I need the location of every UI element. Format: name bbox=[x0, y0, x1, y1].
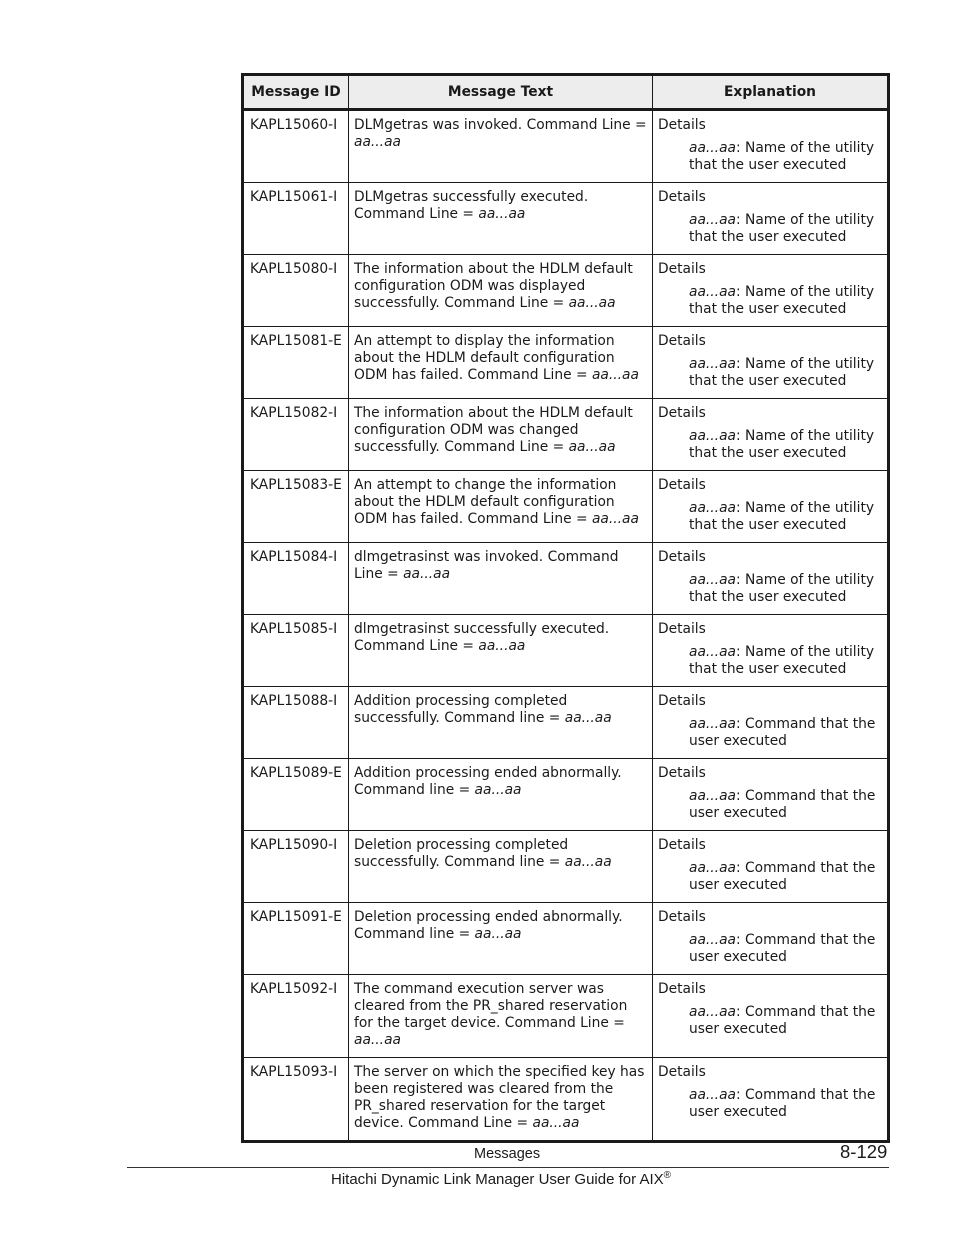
message-text-cell bbox=[349, 399, 653, 471]
message-text-cell bbox=[349, 903, 653, 975]
message-text-cell bbox=[349, 183, 653, 255]
message-id-cell bbox=[243, 759, 349, 831]
explanation-cell bbox=[653, 255, 889, 327]
explanation-cell bbox=[653, 831, 889, 903]
details-variable: aa...aa bbox=[689, 140, 736, 156]
details-description bbox=[658, 860, 883, 894]
message-variable: aa...aa bbox=[564, 710, 612, 726]
message-text: DLMgetras successfully executed. Command Line = bbox=[354, 189, 589, 222]
message-variable: aa...aa bbox=[478, 206, 526, 222]
document-title bbox=[331, 1171, 671, 1188]
message-text-cell bbox=[349, 327, 653, 399]
message-variable: aa...aa bbox=[474, 926, 522, 942]
message-id: KAPL15060-I bbox=[250, 117, 338, 133]
message-id: KAPL15093-I bbox=[250, 1064, 338, 1080]
message-id: KAPL15088-I bbox=[250, 693, 338, 709]
message-text: The server on which the specified key has been registered was cleared from the PR_shared reservation for the target device. Command Line = bbox=[354, 1064, 645, 1131]
explanation-cell bbox=[653, 903, 889, 975]
details-label: Details bbox=[658, 549, 706, 565]
message-id: KAPL15081-E bbox=[250, 333, 342, 349]
details-text: : Command that the user executed bbox=[689, 1004, 876, 1037]
header-message-id: Message ID bbox=[243, 75, 349, 110]
details-variable: aa...aa bbox=[689, 428, 736, 444]
details-text: : Name of the utility that the user executed bbox=[689, 572, 875, 605]
explanation-cell bbox=[653, 183, 889, 255]
details-text: : Name of the utility that the user executed bbox=[689, 644, 875, 677]
details-label: Details bbox=[658, 621, 706, 637]
message-id: KAPL15083-E bbox=[250, 477, 342, 493]
table-row bbox=[243, 327, 889, 399]
details-label: Details bbox=[658, 333, 706, 349]
details-variable: aa...aa bbox=[689, 284, 736, 300]
message-text-cell bbox=[349, 471, 653, 543]
message-text-cell bbox=[349, 831, 653, 903]
message-text: The information about the HDLM default configuration ODM was changed successfully. Command Line = bbox=[354, 405, 633, 455]
footer-divider bbox=[127, 1167, 889, 1168]
table-row bbox=[243, 543, 889, 615]
table-row bbox=[243, 471, 889, 543]
details-description bbox=[658, 1004, 883, 1038]
details-label: Details bbox=[658, 261, 706, 277]
details-text: : Name of the utility that the user executed bbox=[689, 500, 875, 533]
message-id-cell bbox=[243, 399, 349, 471]
explanation-cell bbox=[653, 1058, 889, 1142]
header-explanation: Explanation bbox=[653, 75, 889, 110]
message-id-cell bbox=[243, 831, 349, 903]
message-text-cell bbox=[349, 255, 653, 327]
details-label: Details bbox=[658, 693, 706, 709]
details-description bbox=[658, 572, 883, 606]
details-variable: aa...aa bbox=[689, 1004, 736, 1020]
message-text-cell bbox=[349, 687, 653, 759]
details-label: Details bbox=[658, 837, 706, 853]
message-text: An attempt to display the information about the HDLM default configuration ODM has failed. Command Line = bbox=[354, 333, 615, 383]
table-row bbox=[243, 975, 889, 1058]
details-label: Details bbox=[658, 117, 706, 133]
details-description bbox=[658, 644, 883, 678]
message-variable: aa...aa bbox=[568, 295, 616, 311]
message-text-cell bbox=[349, 759, 653, 831]
message-variable: aa...aa bbox=[354, 134, 401, 150]
message-id-cell bbox=[243, 183, 349, 255]
details-variable: aa...aa bbox=[689, 644, 736, 660]
header-message-text: Message Text bbox=[349, 75, 653, 110]
details-description bbox=[658, 932, 883, 966]
details-description bbox=[658, 356, 883, 390]
details-label: Details bbox=[658, 189, 706, 205]
details-description bbox=[658, 140, 883, 174]
explanation-cell bbox=[653, 687, 889, 759]
details-description bbox=[658, 1087, 883, 1121]
message-id-cell bbox=[243, 471, 349, 543]
table-row bbox=[243, 1058, 889, 1142]
message-id: KAPL15090-I bbox=[250, 837, 338, 853]
table-row bbox=[243, 687, 889, 759]
message-id-cell bbox=[243, 975, 349, 1058]
details-label: Details bbox=[658, 405, 706, 421]
footer-section-name: Messages bbox=[474, 1146, 541, 1162]
details-variable: aa...aa bbox=[689, 788, 736, 804]
message-id-cell bbox=[243, 255, 349, 327]
explanation-cell bbox=[653, 471, 889, 543]
message-id-cell bbox=[243, 1058, 349, 1142]
details-variable: aa...aa bbox=[689, 1087, 736, 1103]
details-text: : Command that the user executed bbox=[689, 788, 876, 821]
details-label: Details bbox=[658, 981, 706, 997]
details-label: Details bbox=[658, 909, 706, 925]
message-text-cell bbox=[349, 975, 653, 1058]
message-table bbox=[241, 73, 890, 1143]
message-variable: aa...aa bbox=[591, 511, 639, 527]
table-row bbox=[243, 759, 889, 831]
details-description bbox=[658, 788, 883, 822]
details-label: Details bbox=[658, 477, 706, 493]
message-text-cell bbox=[349, 543, 653, 615]
explanation-cell bbox=[653, 615, 889, 687]
message-id: KAPL15092-I bbox=[250, 981, 338, 997]
explanation-cell bbox=[653, 399, 889, 471]
message-id-cell bbox=[243, 615, 349, 687]
table-row bbox=[243, 110, 889, 183]
details-text: : Name of the utility that the user executed bbox=[689, 356, 875, 389]
message-id-cell bbox=[243, 327, 349, 399]
details-text: : Name of the utility that the user executed bbox=[689, 212, 875, 245]
explanation-cell bbox=[653, 327, 889, 399]
message-text: Deletion processing ended abnormally. Command line = bbox=[354, 909, 623, 942]
message-id-cell bbox=[243, 543, 349, 615]
page-number: 8-129 bbox=[840, 1141, 888, 1162]
details-variable: aa...aa bbox=[689, 500, 736, 516]
details-text: : Name of the utility that the user executed bbox=[689, 428, 875, 461]
details-text: : Command that the user executed bbox=[689, 716, 876, 749]
explanation-cell bbox=[653, 110, 889, 183]
message-text: dlmgetrasinst was invoked. Command Line = bbox=[354, 549, 619, 582]
details-variable: aa...aa bbox=[689, 212, 736, 228]
details-text: : Name of the utility that the user executed bbox=[689, 140, 875, 173]
explanation-cell bbox=[653, 975, 889, 1058]
message-id-cell bbox=[243, 110, 349, 183]
details-description bbox=[658, 284, 883, 318]
message-text: dlmgetrasinst successfully executed. Command Line = bbox=[354, 621, 610, 654]
details-description bbox=[658, 716, 883, 750]
table-row bbox=[243, 615, 889, 687]
details-description bbox=[658, 212, 883, 246]
details-variable: aa...aa bbox=[689, 572, 736, 588]
message-text: DLMgetras was invoked. Command Line = bbox=[354, 117, 647, 133]
message-id-cell bbox=[243, 903, 349, 975]
message-variable: aa...aa bbox=[474, 782, 522, 798]
message-variable: aa...aa bbox=[591, 367, 639, 383]
explanation-cell bbox=[653, 759, 889, 831]
message-variable: aa...aa bbox=[354, 1032, 401, 1048]
message-id-cell bbox=[243, 687, 349, 759]
message-id: KAPL15082-I bbox=[250, 405, 338, 421]
message-text-cell bbox=[349, 615, 653, 687]
details-text: : Name of the utility that the user executed bbox=[689, 284, 875, 317]
explanation-cell bbox=[653, 543, 889, 615]
table-row bbox=[243, 399, 889, 471]
message-variable: aa...aa bbox=[564, 854, 612, 870]
message-id: KAPL15091-E bbox=[250, 909, 342, 925]
details-variable: aa...aa bbox=[689, 716, 736, 732]
details-variable: aa...aa bbox=[689, 356, 736, 372]
message-id: KAPL15089-E bbox=[250, 765, 342, 781]
message-text: Addition processing ended abnormally. Command line = bbox=[354, 765, 622, 798]
details-description bbox=[658, 428, 883, 462]
table-body bbox=[243, 110, 889, 1142]
document-title-text: Hitachi Dynamic Link Manager User Guide for AIX bbox=[331, 1171, 664, 1188]
table-row bbox=[243, 831, 889, 903]
message-text-cell bbox=[349, 110, 653, 183]
message-id: KAPL15061-I bbox=[250, 189, 338, 205]
table-row bbox=[243, 183, 889, 255]
table-row bbox=[243, 255, 889, 327]
message-text: An attempt to change the information about the HDLM default configuration ODM has failed. Command Line = bbox=[354, 477, 617, 527]
details-label: Details bbox=[658, 1064, 706, 1080]
message-text: The command execution server was cleared from the PR_shared reservation for the target device. Command Line = bbox=[354, 981, 628, 1031]
message-text: Addition processing completed successfully. Command line = bbox=[354, 693, 568, 726]
details-text: : Command that the user executed bbox=[689, 1087, 876, 1120]
table-row bbox=[243, 903, 889, 975]
message-id: KAPL15080-I bbox=[250, 261, 338, 277]
message-variable: aa...aa bbox=[532, 1115, 580, 1131]
message-text: The information about the HDLM default configuration ODM was displayed successfully. Command Line = bbox=[354, 261, 633, 311]
details-label: Details bbox=[658, 765, 706, 781]
message-text: Deletion processing completed successfully. Command line = bbox=[354, 837, 569, 870]
details-text: : Command that the user executed bbox=[689, 860, 876, 893]
message-variable: aa...aa bbox=[403, 566, 451, 582]
details-text: : Command that the user executed bbox=[689, 932, 876, 965]
details-variable: aa...aa bbox=[689, 932, 736, 948]
message-variable: aa...aa bbox=[478, 638, 526, 654]
message-variable: aa...aa bbox=[568, 439, 616, 455]
message-text-cell bbox=[349, 1058, 653, 1142]
details-description bbox=[658, 500, 883, 534]
details-variable: aa...aa bbox=[689, 860, 736, 876]
message-id: KAPL15084-I bbox=[250, 549, 338, 565]
registered-mark: ® bbox=[663, 1170, 672, 1181]
table-header-row bbox=[243, 75, 889, 110]
message-id: KAPL15085-I bbox=[250, 621, 338, 637]
